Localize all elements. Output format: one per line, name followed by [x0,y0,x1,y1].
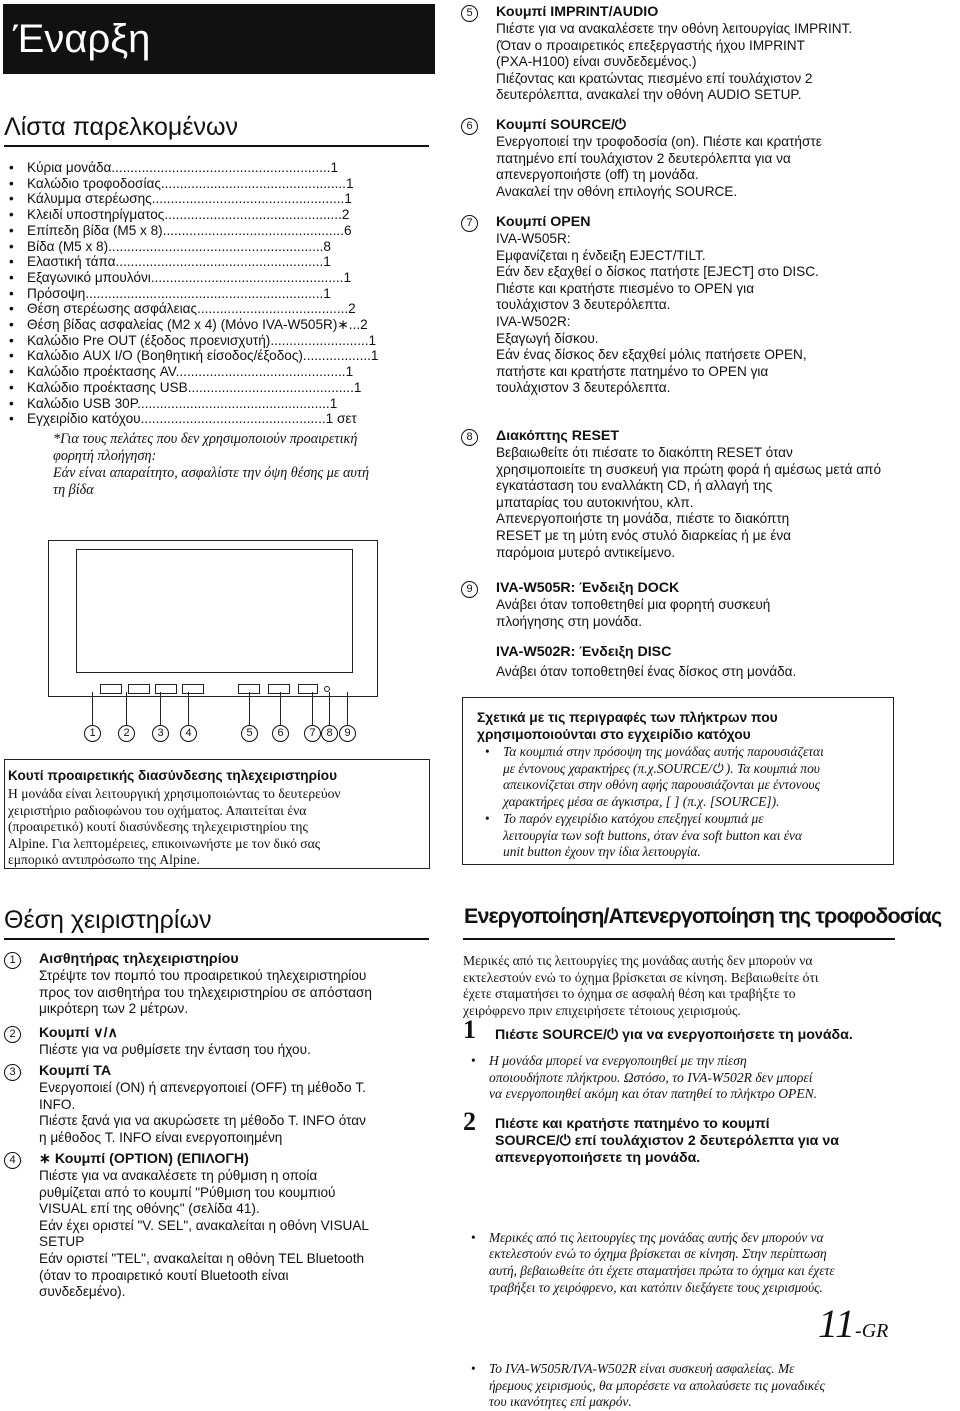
parts-list-item [4,317,427,333]
control-description-line: δευτερόλεπτα, ανακαλεί την οθόνη AUDIO SETUP. [496,87,802,103]
step-2-bullet [463,1361,919,1411]
control-description-line: απενεργοποιήστε (off) τη μονάδα. [496,167,699,183]
text-line: • Τα κουμπιά στην πρόσοψη της μονάδας αυτής παρουσιάζεται [503,744,824,759]
part-quantity: 1 [330,160,338,175]
part-quantity: 2 [341,207,350,223]
control-description-line: Ενεργοποιεί την τροφοδοσία (on). Πιέστε και κρατήστε [496,134,822,149]
text-line: εμπορικό αντιπρόσωπο της Alpine. [8,852,200,868]
text-line: • Μερικές από τις λειτουργίες της μονάδας αυτής δεν μπορούν να [489,1229,824,1245]
control-text [496,580,770,630]
leader-line [92,692,93,725]
control-number: 9 [461,581,478,598]
control-title: Κουμπί OPEN [496,214,591,230]
text-line: έχετε σταματήσει το όχημα σε ασφαλή θέση και τραβήξτε το [463,986,796,1002]
callout-number: 9 [339,725,356,742]
control-number: 1 [4,952,21,969]
part-quantity: 2 [360,317,368,333]
control-description-line: πλοήγησης στη μονάδα. [496,613,643,629]
text-line: unit button έχουν την ίδια λειτουργία. [503,844,701,860]
parts-list-item [4,270,427,286]
part-dots: ............................................... [164,207,342,223]
unit-button [182,684,204,694]
callout-number: 8 [321,725,338,742]
control-description-line: VISUAL επί της οθόνης" (σελίδα 41). [39,1201,260,1217]
control-description-line: Πιέστε και κρατήστε πιεσμένο το OPEN για [496,280,755,296]
parts-list-item [4,301,427,317]
part-name: Πρόσοψη [27,285,86,301]
key-box-bullet [477,811,903,861]
part-dots: ......................................................... [108,238,324,254]
control-description-line: πατημένο επί τουλάχιστον 2 δευτερόλεπτα για να [496,150,791,166]
text-line: Πιέστε και κρατήστε πατημένο το κουμπί [495,1116,770,1132]
key-box-title-line: χρησιμοποιούνται στο εγχειρίδιο κατόχου [477,727,751,742]
part-name: Εγχειρίδιο κατόχου [27,411,141,427]
control-description-line: μικρότερη των 2 μέτρων. [39,1001,189,1017]
text-line: εκτελεστούν ενώ το όχημα βρίσκεται σε κίνηση. Βεβαιωθείτε ότι [463,969,819,985]
part-dots: .......................... [270,332,369,348]
part-name: Βίδα (M5 x 8) [27,238,109,254]
part-quantity: 1 σετ [325,411,357,427]
control-description-line: Πιέστε για να ανακαλέσετε τη ρύθμιση η οποία [39,1168,318,1183]
part-quantity: 1 [368,332,377,348]
power-intro [463,953,819,1019]
control-text [39,951,372,1018]
control-description-line: IVA-W505R: [496,231,571,246]
key-description-box [462,697,894,865]
part-quantity: 1 [343,269,352,285]
unit-button [298,684,318,694]
part-name: Καλώδιο AUX I/O (Βοηθητική είσοδος/έξοδος) [27,348,303,364]
text-line: του ικανότητες επί μακρόν. [489,1394,632,1410]
callout-number: 2 [118,725,135,742]
parts-list-heading: Λίστα παρελκομένων [4,113,238,141]
part-quantity: 8 [323,238,331,254]
part-dots: .......................................................... [111,160,331,175]
control-description-line: RESET με τη μύτη ενός στυλό διαρκείας ή με ένα [496,527,792,543]
part-name: Κάλυμμα στερέωσης [27,191,152,207]
text-line: απεικονίζεται στην οθόνη αφής παρουσιάζονται με έντονους [503,777,821,793]
heading-rule [463,938,895,940]
text-line: να ενεργοποιηθεί ακόμη και όταν πατηθεί το πλήκτρο OPEN. [489,1086,818,1102]
control-description-line: (όταν το προαιρετικό κουτί Bluetooth είναι [39,1267,289,1283]
text-line: Εάν είναι απαραίτητο, ασφαλίστε την όψη θέσης με αυτή [53,465,370,481]
control-description-line: Ανάβει όταν τοποθετηθεί μια φορητή συσκευή [496,597,771,612]
unit-button [128,684,150,694]
parts-list-item [4,176,427,192]
control-description-line: πατήστε και κρατήστε πατημένο το OPEN για [496,363,769,379]
part-name: Καλώδιο προέκτασης AV [27,364,176,380]
control-text [496,117,822,200]
leader-line [188,692,189,725]
page-number-value: 11 [818,1301,856,1346]
control-description-line: Εξαγωγή δίσκου. [496,330,599,346]
leader-line [249,692,250,725]
control-description-line: Πιέστε ξανά για να ακυρώσετε τη μέθοδο T. INFO όταν [39,1113,366,1129]
control-description-line: Εμφανίζεται η ένδειξη EJECT/TILT. [496,247,706,263]
part-name: Εξαγωνικό μπουλόνι [27,269,151,285]
control-text [496,428,881,561]
text-line: Η μονάδα είναι λειτουργική χρησιμοποιώντας το δευτερεύον [8,786,341,801]
control-description-line: IVA-W502R: [496,313,571,329]
control-number: 8 [461,429,478,446]
part-quantity: 1 [323,254,331,270]
heading-rule [4,938,429,940]
control-number: 3 [4,1064,21,1081]
text-line: με έντονους χαρακτήρες (π.χ.SOURCE/⏻ ). Τα κουμπιά που [503,760,820,776]
key-box-title [477,709,778,743]
part-name: Θέση βίδας ασφαλείας (M2 x 4) (Μόνο IVA-W505R)∗ [27,317,349,333]
part-dots: ....................................................... [115,254,324,270]
control-number: 6 [461,118,478,135]
part-dots: ................................................. [160,175,346,191]
control-description-line: Πιέστε για να ρυθμίσετε την ένταση του ήχου. [39,1042,311,1057]
part-dots: ... [348,317,361,333]
footnote [53,431,429,499]
part-name: Καλώδιο τροφοδοσίας [27,175,161,191]
text-line: οποιουδήποτε πλήκτρου. Ωστόσο, το IVA-W502R δεν μπορεί [489,1069,813,1085]
key-box-bullet [477,744,903,810]
page-number-suffix: -GR [855,1320,889,1342]
part-quantity: 1 [353,379,362,395]
control-description-line: τουλάχιστον 3 δευτερόλεπτα. [496,297,671,313]
text-line: εκτελεστούν ενώ το όχημα βρίσκεται σε κίνηση. Στην περίπτωση [489,1246,827,1262]
head-unit-screen [76,549,353,673]
text-line: (προαιρετικό) κουτί διασύνδεσης τηλεχειριστηρίου της [8,819,308,835]
remote-box-title: Κουτί προαιρετικής διασύνδεσης τηλεχειριστηρίου [8,768,338,783]
part-name: Ελαστική τάπα [27,254,116,270]
control-description-line: (PXA-H100) είναι συνδεδεμένος.) [496,54,697,70]
parts-list-item [4,286,427,302]
control-description-line: προς τον αισθητήρα του τηλεχειριστηρίου σε απόσταση [39,984,372,1000]
disc-indicator-head: IVA-W502R: Ένδειξη DISC [496,644,672,660]
control-number: 4 [4,1152,21,1169]
remote-interface-box [4,759,430,869]
parts-list-item [4,348,427,364]
text-line: ήρεμους χειρισμούς, θα μπορέσετε να απολαύσετε τις μοναδικές [489,1377,825,1393]
control-description-line: Απενεργοποιήστε τη μονάδα, πιέστε το διακόπτη [496,511,790,527]
control-description-line: η μέθοδος T. INFO είναι ενεργοποιημένη [39,1129,283,1145]
parts-list-item [4,333,427,349]
parts-list-item [4,191,427,207]
control-number: 5 [461,5,478,22]
control-description-line: Εάν ένας δίσκος δεν εξαχθεί μόλις πατήσετε OPEN, [496,347,807,363]
part-quantity: 1 [345,364,354,380]
step-2-text [495,1116,839,1168]
callout-number: 6 [272,725,289,742]
part-quantity: 1 [323,285,331,301]
leader-line [280,692,281,725]
part-quantity: 2 [348,301,356,317]
callout-number: 5 [241,725,258,742]
part-dots: ............................................ [187,379,354,395]
part-dots: ............................................. [175,364,346,380]
leader-line [126,692,127,725]
controls-heading: Θέση χειριστηρίων [4,906,212,934]
control-description-line: τουλάχιστον 3 δευτερόλεπτα. [496,380,671,396]
remote-box-text [8,786,341,869]
control-description-line: (Όταν ο προαιρετικός επεξεργαστής ήχου IMPRINT [496,37,805,53]
text-line: SOURCE/⏻ επί τουλάχιστον 2 δευτερόλεπτα για να [495,1133,839,1150]
control-title: ∗ Κουμπί (OPTION) (ΕΠΙΛΟΓΗ) [39,1151,249,1167]
part-name: Καλώδιο προέκτασης USB [27,379,188,395]
control-description-line: παρόμοια μυτερό αντικείμενο. [496,544,676,560]
control-description-line: Βεβαιωθείτε ότι πιέσατε το διακόπτη RESET όταν [496,445,793,460]
part-dots: ................................................... [150,269,344,285]
callout-number: 4 [180,725,197,742]
parts-list-item [4,160,427,176]
part-dots: ................................................. [140,411,326,427]
part-dots: .................. [302,348,371,364]
text-line: Alpine. Για λεπτομέρειες, επικοινωνήστε με τον δικό σας [8,835,321,851]
parts-list-item [4,396,427,412]
page-number [818,1300,888,1347]
text-line: • Το IVA-W505R/IVA-W502R είναι συσκευή ασφαλείας. Με [489,1361,795,1377]
step-2-bullet [463,1230,919,1296]
part-dots: ................................................... [137,395,330,411]
control-description-line: συνδεδεμένο). [39,1284,126,1300]
heading-rule [4,145,429,147]
parts-list-item [4,207,427,223]
control-description-line: Ανακαλεί την οθόνη επιλογής SOURCE. [496,183,738,199]
part-dots: ................................................ [162,222,344,238]
control-title: IVA-W505R: Ένδειξη DOCK [496,580,680,596]
parts-list-item [4,411,427,427]
control-title: Διακόπτης RESET [496,428,620,444]
parts-list-item [4,223,427,239]
text-line: Μερικές από τις λειτουργίες της μονάδας αυτής δεν μπορούν να [463,953,813,968]
text-line: χειρόφρενο πριν επιχειρήσετε τέτοιους χειρισμούς. [463,1002,741,1018]
parts-list-item [4,364,427,380]
control-description-line: Στρέψτε τον πομπό του προαιρετικού τηλεχειριστηρίου [39,968,367,983]
leader-line [329,692,330,725]
leader-line [312,692,313,725]
text-line: τραβήξει το χειρόφρενο, και κατόπιν διεξάγετε τους χειρισμούς. [489,1279,823,1295]
part-name: Θέση στερέωσης ασφάλειας [27,301,198,317]
part-dots: ........................................ [197,301,349,317]
parts-list-item [4,380,427,396]
leader-line [160,692,161,725]
control-description-line: χρησιμοποιείτε τη συσκευή για πρώτη φορά ή αμέσως μετά από [496,461,881,477]
control-number: 2 [4,1026,21,1043]
unit-button [155,684,177,694]
text-line: φορητή πλοήγηση: [53,448,157,464]
text-line: χαρακτήρες μέσα σε άγκιστρα, [ ] (π.χ. [SOURCE]). [503,793,780,809]
text-line: απενεργοποιήσετε τη μονάδα. [495,1150,701,1167]
control-description-line: Ενεργοποιεί (ON) ή απενεργοποιεί (OFF) τη μέθοδο T. [39,1080,366,1095]
step-number: 1 [463,1015,476,1044]
control-description-line: Εάν δεν εξαχθεί ο δίσκος πατήστε [EJECT] στο DISC. [496,264,819,280]
part-quantity: 1 [370,348,379,364]
control-description-line: Εάν οριστεί "TEL", ανακαλείται η οθόνη TEL Bluetooth [39,1250,365,1266]
part-name: Καλώδιο Pre OUT (έξοδος προενισχυτή) [27,332,271,348]
control-description-line: INFO. [39,1096,76,1112]
control-text [39,1025,311,1059]
control-text [496,214,819,397]
parts-list [4,160,429,427]
text-line: *Για τους πελάτες που δεν χρησιμοποιούν προαιρετική [53,431,358,447]
parts-list-item [4,254,427,270]
step-1-text: Πιέστε SOURCE/⏻ για να ενεργοποιήσετε τη μονάδα. [495,1027,853,1043]
control-title: Αισθητήρας τηλεχειριστηρίου [39,951,239,967]
unit-button [100,684,122,694]
control-number: 7 [461,215,478,232]
disc-indicator-text: Ανάβει όταν τοποθετηθεί ένας δίσκος στη μονάδα. [496,664,797,679]
part-dots: ............................................................... [85,285,324,301]
text-line: λειτουργία των soft buttons, όταν ένα soft button και ένα [503,827,803,843]
power-heading: Ενεργοποίηση/Απενεργοποίηση της τροφοδοσίας [464,904,942,928]
part-quantity: 1 [344,191,352,207]
control-title: Κουμπί TA [39,1063,112,1079]
text-line: • Το παρόν εγχειρίδιο κατόχου επεξηγεί κουμπιά με [503,811,764,826]
control-text [39,1063,366,1146]
control-title: Κουμπί IMPRINT/AUDIO [496,4,659,20]
control-text [496,4,852,104]
callout-number: 1 [84,725,101,742]
text-line: αυτή, βεβαιωθείτε ότι έχετε σταματήσει πρώτα το όχημα και έχετε [489,1262,835,1278]
part-name: Καλώδιο USB 30P [27,395,138,411]
control-title: Κουμπί ∨/∧ [39,1025,118,1041]
control-text [39,1151,369,1301]
control-title: Κουμπί SOURCE/⏻ [496,117,627,133]
text-line: χειριστήριο ραδιοφώνου του οχήματος. Απαιτείται ένα [8,802,307,818]
unit-button [268,684,290,694]
leader-line [347,692,348,725]
control-description-line: Πιέστε για να ανακαλέσετε την οθόνη λειτουργίας IMPRINT. [496,21,853,36]
control-description-line: Πιέζοντας και κρατώντας πιεσμένο επί τουλάχιστον 2 [496,70,813,86]
page-title: Έναρξη [3,4,435,74]
control-description-line: SETUP [39,1234,85,1250]
control-description-line: ρυθμίζεται από το κουμπί "Ρύθμιση του κουμπιού [39,1184,336,1200]
callout-number: 7 [304,725,321,742]
text-line: • Η μονάδα μπορεί να ενεργοποιηθεί με την πίεση [489,1053,747,1068]
part-name: Επίπεδη βίδα (M5 x 8) [27,222,163,238]
control-description-line: Εάν έχει οριστεί "V. SEL", ανακαλείται η οθόνη VISUAL [39,1217,369,1233]
control-description-line: εγκατάσταση του εναλλάκτη CD, ή αλλαγή της [496,478,773,494]
part-quantity: 6 [344,222,352,238]
part-name: Κύρια μονάδα [27,160,112,175]
step-1-bullet [463,1053,919,1103]
step-number: 2 [463,1107,476,1136]
part-quantity: 1 [329,395,338,411]
parts-list-item [4,239,427,255]
control-description-line: μπαταρίας του αυτοκινήτου, κλπ. [496,494,694,510]
part-dots: ................................................... [151,191,345,207]
part-name: Κλειδί υποστηρίγματος [27,207,165,223]
text-line: τη βίδα [53,482,94,498]
part-quantity: 1 [345,175,354,191]
callout-number: 3 [152,725,169,742]
key-box-title-line: Σχετικά με τις περιγραφές των πλήκτρων που [477,710,778,725]
